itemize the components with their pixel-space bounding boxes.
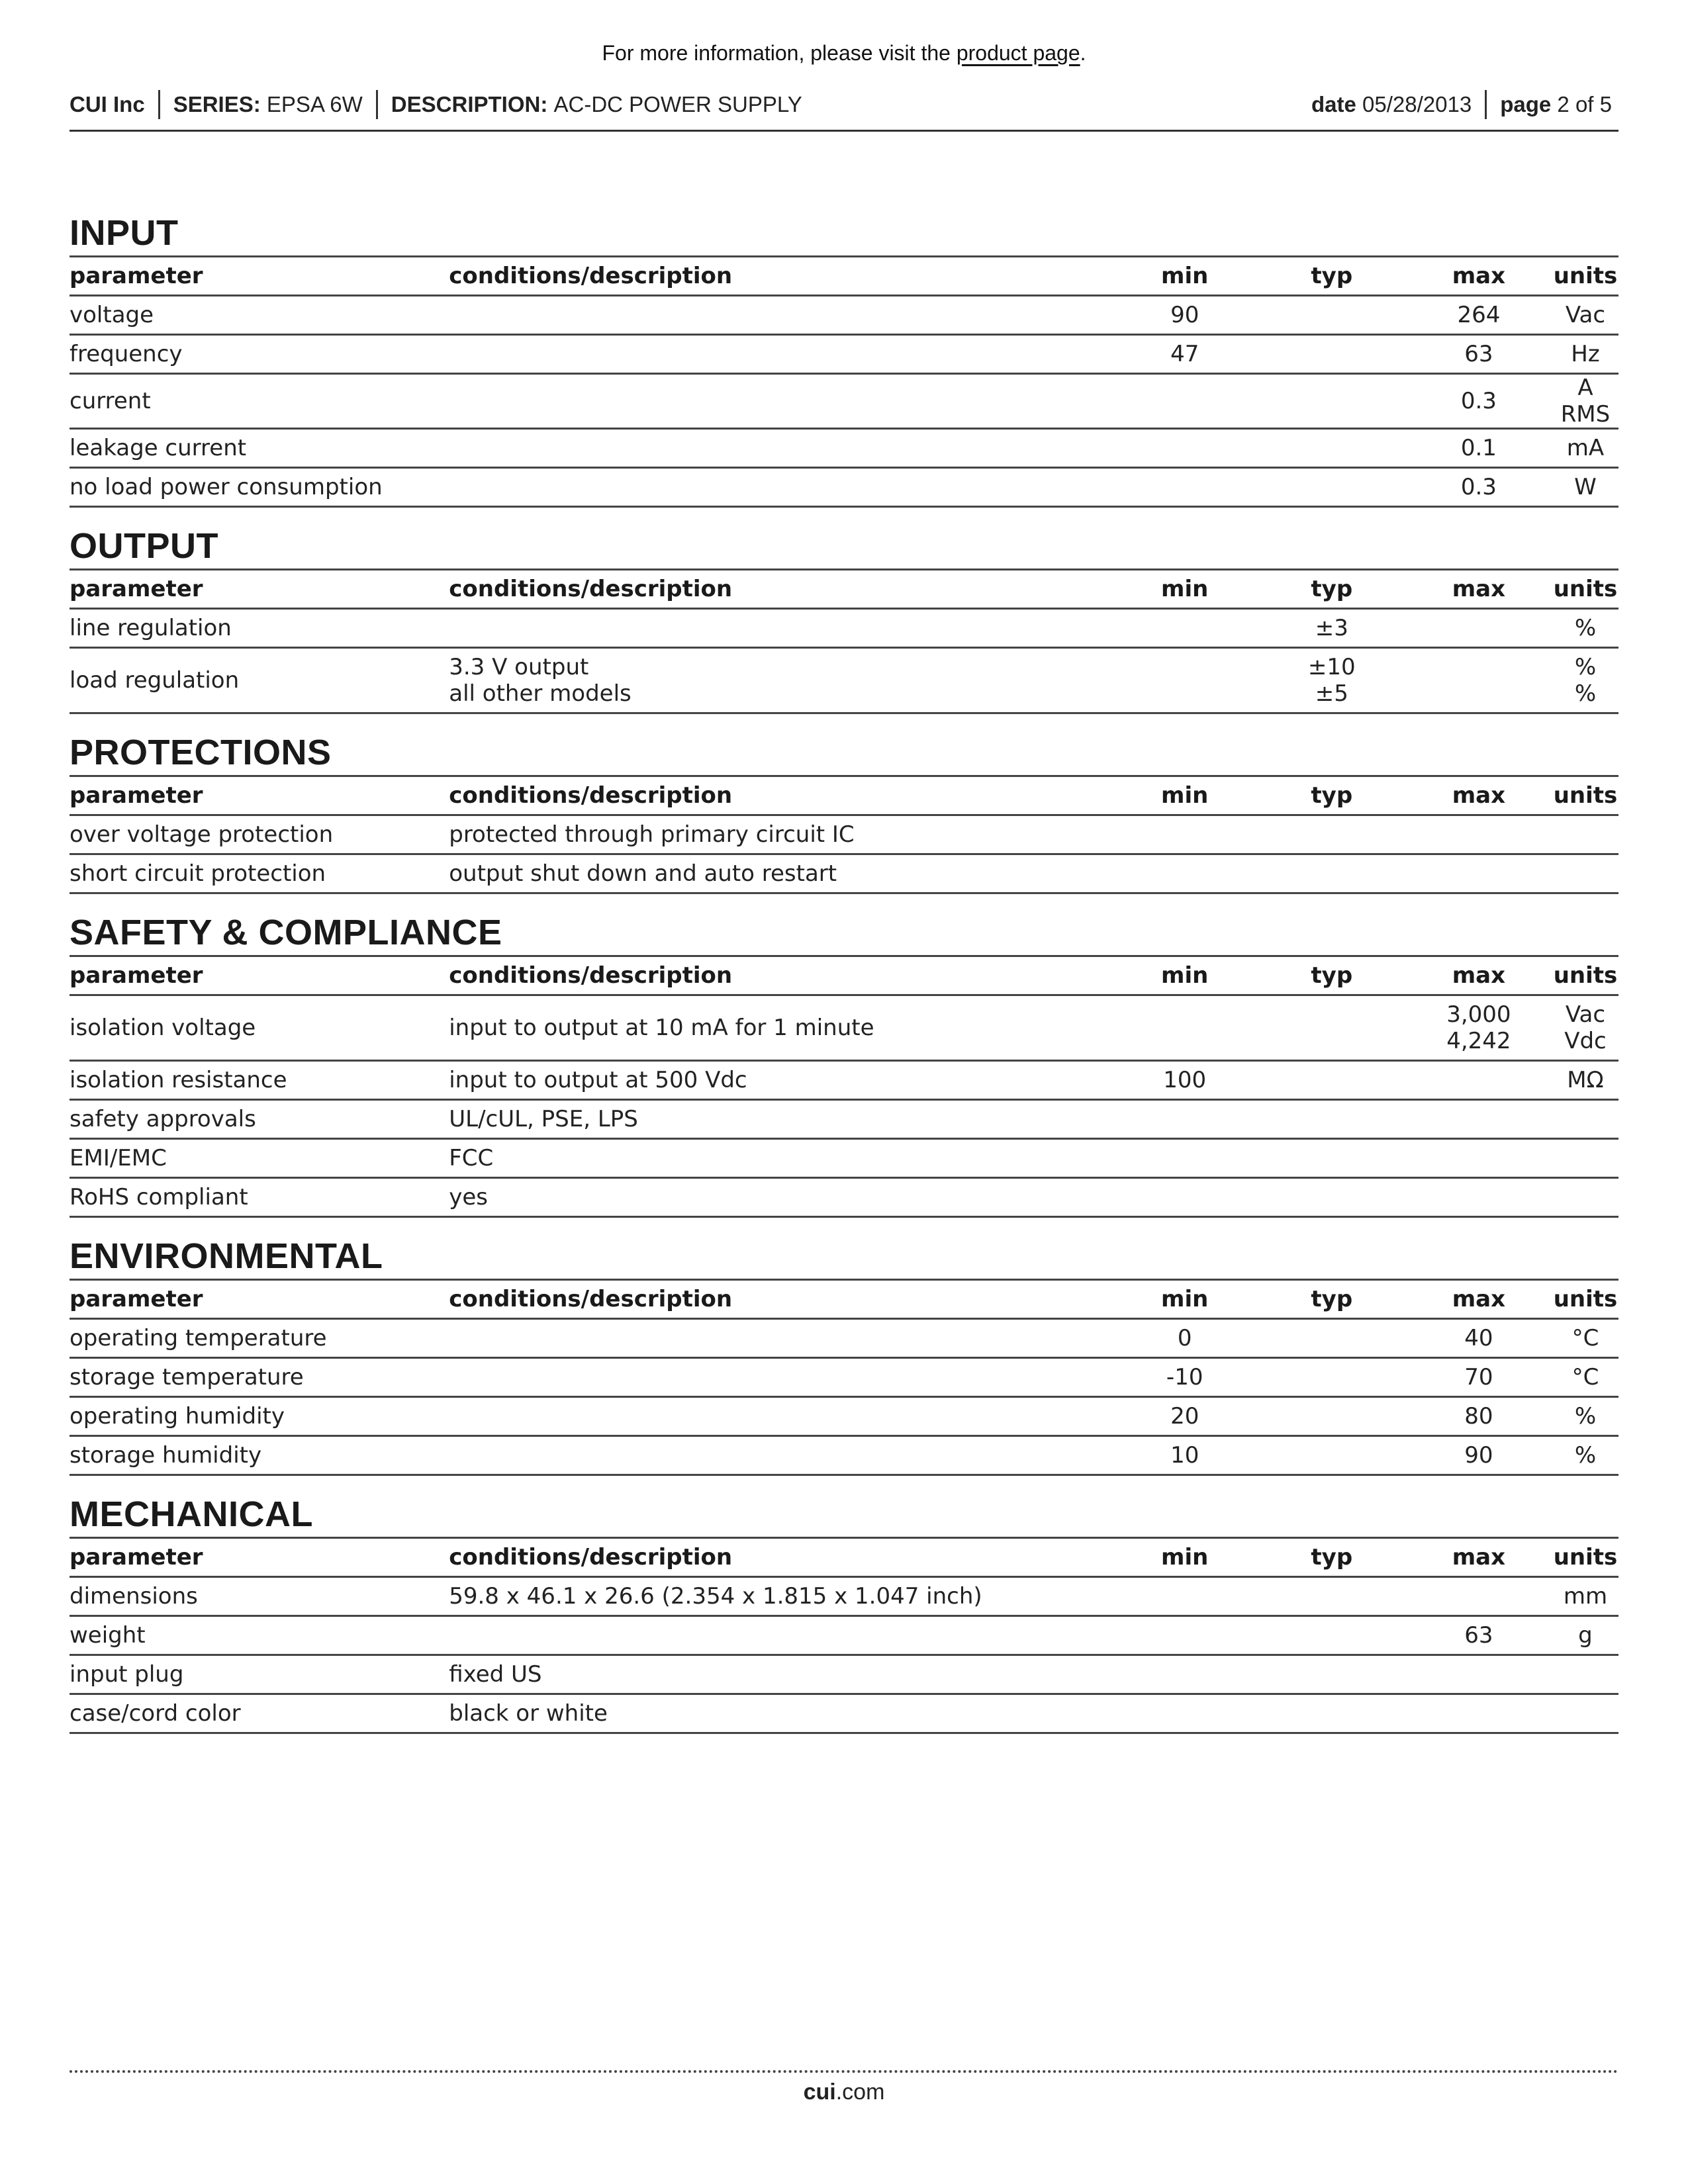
conditions-cell [449, 648, 1111, 713]
max-cell [1405, 854, 1552, 893]
col-typ: typ [1258, 1280, 1405, 1319]
units-cell: Hz [1552, 335, 1618, 374]
output-table [70, 569, 1618, 714]
max-cell [1405, 1139, 1552, 1178]
typ-cell [1258, 468, 1405, 507]
col-parameter: parameter [70, 1538, 449, 1577]
typ-line: ±10 [1307, 654, 1356, 680]
max-cell: 0.3 [1405, 374, 1552, 429]
protections-table [70, 775, 1618, 894]
table-row [70, 1319, 1618, 1358]
min-cell [1111, 854, 1258, 893]
param-cell: line regulation [70, 609, 449, 648]
product-page-link[interactable]: product page [956, 41, 1080, 65]
col-typ: typ [1258, 1538, 1405, 1577]
header-divider [158, 90, 160, 119]
section-title-protections: PROTECTIONS [70, 733, 332, 772]
series-value: EPSA 6W [266, 92, 363, 116]
table-row [70, 1655, 1618, 1694]
table-header-row [70, 776, 1618, 815]
units-cell: °C [1552, 1358, 1618, 1397]
col-typ: typ [1258, 257, 1405, 296]
typ-cell [1258, 374, 1405, 429]
units-cell [1552, 1178, 1618, 1217]
min-cell [1111, 1655, 1258, 1694]
conditions-cell [449, 1319, 1111, 1358]
conditions-line: 3.3 V output [449, 654, 589, 680]
footer-divider [70, 2070, 1618, 2073]
table-header-row [70, 956, 1618, 995]
units-cell: % [1552, 1436, 1618, 1475]
col-conditions: conditions/description [449, 1538, 1111, 1577]
max-cell: 90 [1405, 1436, 1552, 1475]
section-title-environmental: ENVIRONMENTAL [70, 1236, 383, 1276]
table-row [70, 815, 1618, 854]
param-cell: safety approvals [70, 1100, 449, 1139]
typ-cell [1258, 1061, 1405, 1100]
footer-brand: cui [803, 2079, 836, 2105]
min-cell [1111, 1577, 1258, 1616]
min-cell [1111, 374, 1258, 429]
note-end: . [1080, 41, 1086, 65]
units-cell: W [1552, 468, 1618, 507]
col-parameter: parameter [70, 257, 449, 296]
max-cell [1405, 1061, 1552, 1100]
max-cell: 0.3 [1405, 468, 1552, 507]
conditions-line: all other models [449, 680, 632, 707]
units-cell [1552, 995, 1618, 1061]
conditions-cell: input to output at 10 mA for 1 minute [449, 995, 1111, 1061]
col-parameter: parameter [70, 1280, 449, 1319]
units-cell [1552, 854, 1618, 893]
product-page-note [0, 41, 1688, 66]
typ-cell [1258, 854, 1405, 893]
param-cell: operating temperature [70, 1319, 449, 1358]
col-max: max [1405, 570, 1552, 609]
col-conditions: conditions/description [449, 956, 1111, 995]
conditions-cell: input to output at 500 Vdc [449, 1061, 1111, 1100]
typ-cell [1258, 1694, 1405, 1733]
units-line: % [1574, 680, 1597, 707]
conditions-cell [449, 1397, 1111, 1436]
date-label: date [1311, 92, 1356, 116]
conditions-cell: fixed US [449, 1655, 1111, 1694]
param-cell: case/cord color [70, 1694, 449, 1733]
units-cell: Vac [1552, 296, 1618, 335]
table-row [70, 1139, 1618, 1178]
document-header [70, 87, 1618, 132]
safety-table [70, 955, 1618, 1218]
conditions-cell: protected through primary circuit IC [449, 815, 1111, 854]
min-cell: 90 [1111, 296, 1258, 335]
max-cell: 63 [1405, 335, 1552, 374]
col-typ: typ [1258, 956, 1405, 995]
col-conditions: conditions/description [449, 776, 1111, 815]
param-cell: weight [70, 1616, 449, 1655]
max-cell: 63 [1405, 1616, 1552, 1655]
max-cell [1405, 815, 1552, 854]
table-row [70, 1577, 1618, 1616]
min-cell [1111, 429, 1258, 468]
units-cell: MΩ [1552, 1061, 1618, 1100]
units-line: % [1574, 654, 1597, 680]
param-cell: isolation resistance [70, 1061, 449, 1100]
min-cell: 100 [1111, 1061, 1258, 1100]
note-text: For more information, please visit the [602, 41, 951, 65]
param-cell: RoHS compliant [70, 1178, 449, 1217]
param-cell: over voltage protection [70, 815, 449, 854]
table-header-row [70, 257, 1618, 296]
min-cell [1111, 1139, 1258, 1178]
table-row [70, 609, 1618, 648]
param-cell: no load power consumption [70, 468, 449, 507]
param-cell: EMI/EMC [70, 1139, 449, 1178]
units-cell [1552, 648, 1618, 713]
footer-domain: .com [835, 2079, 885, 2105]
units-cell: mA [1552, 429, 1618, 468]
units-cell: g [1552, 1616, 1618, 1655]
company-name: CUI Inc [70, 92, 145, 116]
units-line: Vdc [1564, 1028, 1607, 1054]
max-line: 4,242 [1446, 1028, 1511, 1054]
param-cell: current [70, 374, 449, 429]
col-min: min [1111, 257, 1258, 296]
col-max: max [1405, 1280, 1552, 1319]
table-row [70, 1178, 1618, 1217]
conditions-cell [449, 296, 1111, 335]
min-cell [1111, 995, 1258, 1061]
table-row [70, 1397, 1618, 1436]
table-row [70, 429, 1618, 468]
max-cell [1405, 609, 1552, 648]
col-units: units [1552, 956, 1618, 995]
col-min: min [1111, 570, 1258, 609]
table-header-row [70, 1280, 1618, 1319]
units-cell [1552, 1694, 1618, 1733]
min-cell [1111, 1694, 1258, 1733]
units-cell [1552, 1655, 1618, 1694]
col-max: max [1405, 1538, 1552, 1577]
typ-cell [1258, 335, 1405, 374]
environmental-table [70, 1279, 1618, 1476]
max-cell [1405, 1178, 1552, 1217]
min-cell [1111, 468, 1258, 507]
table-row [70, 335, 1618, 374]
col-parameter: parameter [70, 956, 449, 995]
typ-cell [1258, 815, 1405, 854]
conditions-cell [449, 1436, 1111, 1475]
units-cell: A RMS [1552, 374, 1618, 429]
col-parameter: parameter [70, 776, 449, 815]
col-units: units [1552, 776, 1618, 815]
units-cell: mm [1552, 1577, 1618, 1616]
param-cell: operating humidity [70, 1397, 449, 1436]
typ-cell [1258, 1100, 1405, 1139]
param-cell: leakage current [70, 429, 449, 468]
table-row [70, 648, 1618, 713]
max-cell [1405, 995, 1552, 1061]
col-min: min [1111, 956, 1258, 995]
conditions-cell [449, 335, 1111, 374]
typ-cell [1258, 1319, 1405, 1358]
max-cell [1405, 1655, 1552, 1694]
col-units: units [1552, 570, 1618, 609]
col-min: min [1111, 776, 1258, 815]
typ-cell [1258, 1616, 1405, 1655]
param-cell: frequency [70, 335, 449, 374]
table-row [70, 1100, 1618, 1139]
col-typ: typ [1258, 776, 1405, 815]
typ-cell [1258, 1397, 1405, 1436]
col-units: units [1552, 257, 1618, 296]
table-row [70, 296, 1618, 335]
min-cell [1111, 1100, 1258, 1139]
conditions-cell [449, 1358, 1111, 1397]
units-cell [1552, 1100, 1618, 1139]
units-cell: °C [1552, 1319, 1618, 1358]
min-cell [1111, 815, 1258, 854]
col-min: min [1111, 1538, 1258, 1577]
page-number: 2 of 5 [1557, 92, 1612, 116]
spec-sections [70, 209, 1618, 1749]
typ-cell [1258, 1436, 1405, 1475]
conditions-cell [449, 429, 1111, 468]
typ-cell [1258, 1655, 1405, 1694]
section-title-mechanical: MECHANICAL [70, 1494, 313, 1534]
typ-cell [1258, 1178, 1405, 1217]
conditions-cell [449, 609, 1111, 648]
table-header-row [70, 1538, 1618, 1577]
col-max: max [1405, 776, 1552, 815]
max-cell [1405, 1577, 1552, 1616]
table-row [70, 1616, 1618, 1655]
section-title-input: INPUT [70, 213, 179, 253]
section-title-output: OUTPUT [70, 526, 218, 566]
units-cell [1552, 815, 1618, 854]
description-value: AC-DC POWER SUPPLY [553, 92, 802, 116]
units-cell: % [1552, 609, 1618, 648]
conditions-cell [449, 374, 1111, 429]
param-cell: load regulation [70, 648, 449, 713]
typ-line: ±5 [1315, 680, 1348, 707]
table-row [70, 468, 1618, 507]
col-units: units [1552, 1280, 1618, 1319]
col-typ: typ [1258, 570, 1405, 609]
col-conditions: conditions/description [449, 257, 1111, 296]
table-row [70, 374, 1618, 429]
conditions-cell: output shut down and auto restart [449, 854, 1111, 893]
units-line: Vac [1565, 1001, 1606, 1028]
col-min: min [1111, 1280, 1258, 1319]
param-cell: input plug [70, 1655, 449, 1694]
max-cell [1405, 1100, 1552, 1139]
param-cell: storage humidity [70, 1436, 449, 1475]
max-cell [1405, 1694, 1552, 1733]
header-divider [376, 90, 378, 119]
col-max: max [1405, 956, 1552, 995]
min-cell: 10 [1111, 1436, 1258, 1475]
conditions-cell [449, 468, 1111, 507]
table-row [70, 1061, 1618, 1100]
min-cell [1111, 1178, 1258, 1217]
table-row [70, 1694, 1618, 1733]
series-label: SERIES: [173, 92, 261, 116]
date-value: 05/28/2013 [1362, 92, 1472, 116]
units-cell: % [1552, 1397, 1618, 1436]
typ-cell: ±3 [1258, 609, 1405, 648]
col-conditions: conditions/description [449, 570, 1111, 609]
col-conditions: conditions/description [449, 1280, 1111, 1319]
typ-cell [1258, 296, 1405, 335]
table-header-row [70, 570, 1618, 609]
mechanical-table [70, 1537, 1618, 1734]
max-cell: 264 [1405, 296, 1552, 335]
typ-cell [1258, 1139, 1405, 1178]
table-row [70, 1358, 1618, 1397]
param-cell: voltage [70, 296, 449, 335]
conditions-cell: black or white [449, 1694, 1111, 1733]
max-cell: 0.1 [1405, 429, 1552, 468]
col-parameter: parameter [70, 570, 449, 609]
header-divider [1485, 90, 1487, 119]
description-label: DESCRIPTION: [391, 92, 548, 116]
typ-cell [1258, 1577, 1405, 1616]
typ-cell [1258, 648, 1405, 713]
section-title-safety: SAFETY & COMPLIANCE [70, 913, 502, 952]
units-cell [1552, 1139, 1618, 1178]
input-table [70, 255, 1618, 508]
conditions-cell: yes [449, 1178, 1111, 1217]
min-cell: -10 [1111, 1358, 1258, 1397]
table-row [70, 1436, 1618, 1475]
table-row [70, 854, 1618, 893]
param-cell: isolation voltage [70, 995, 449, 1061]
min-cell: 47 [1111, 335, 1258, 374]
min-cell: 20 [1111, 1397, 1258, 1436]
min-cell: 0 [1111, 1319, 1258, 1358]
col-units: units [1552, 1538, 1618, 1577]
table-row [70, 995, 1618, 1061]
max-cell: 80 [1405, 1397, 1552, 1436]
param-cell: short circuit protection [70, 854, 449, 893]
max-line: 3,000 [1446, 1001, 1511, 1028]
typ-cell [1258, 429, 1405, 468]
param-cell: dimensions [70, 1577, 449, 1616]
page-label: page [1500, 92, 1552, 116]
col-max: max [1405, 257, 1552, 296]
conditions-cell [449, 1616, 1111, 1655]
max-cell: 70 [1405, 1358, 1552, 1397]
conditions-cell: 59.8 x 46.1 x 26.6 (2.354 x 1.815 x 1.047 inch) [449, 1577, 1111, 1616]
param-cell: storage temperature [70, 1358, 449, 1397]
typ-cell [1258, 1358, 1405, 1397]
min-cell [1111, 609, 1258, 648]
min-cell [1111, 1616, 1258, 1655]
typ-cell [1258, 995, 1405, 1061]
max-cell [1405, 648, 1552, 713]
min-cell [1111, 648, 1258, 713]
footer-website[interactable] [0, 2079, 1688, 2105]
max-cell: 40 [1405, 1319, 1552, 1358]
conditions-cell: FCC [449, 1139, 1111, 1178]
conditions-cell: UL/cUL, PSE, LPS [449, 1100, 1111, 1139]
